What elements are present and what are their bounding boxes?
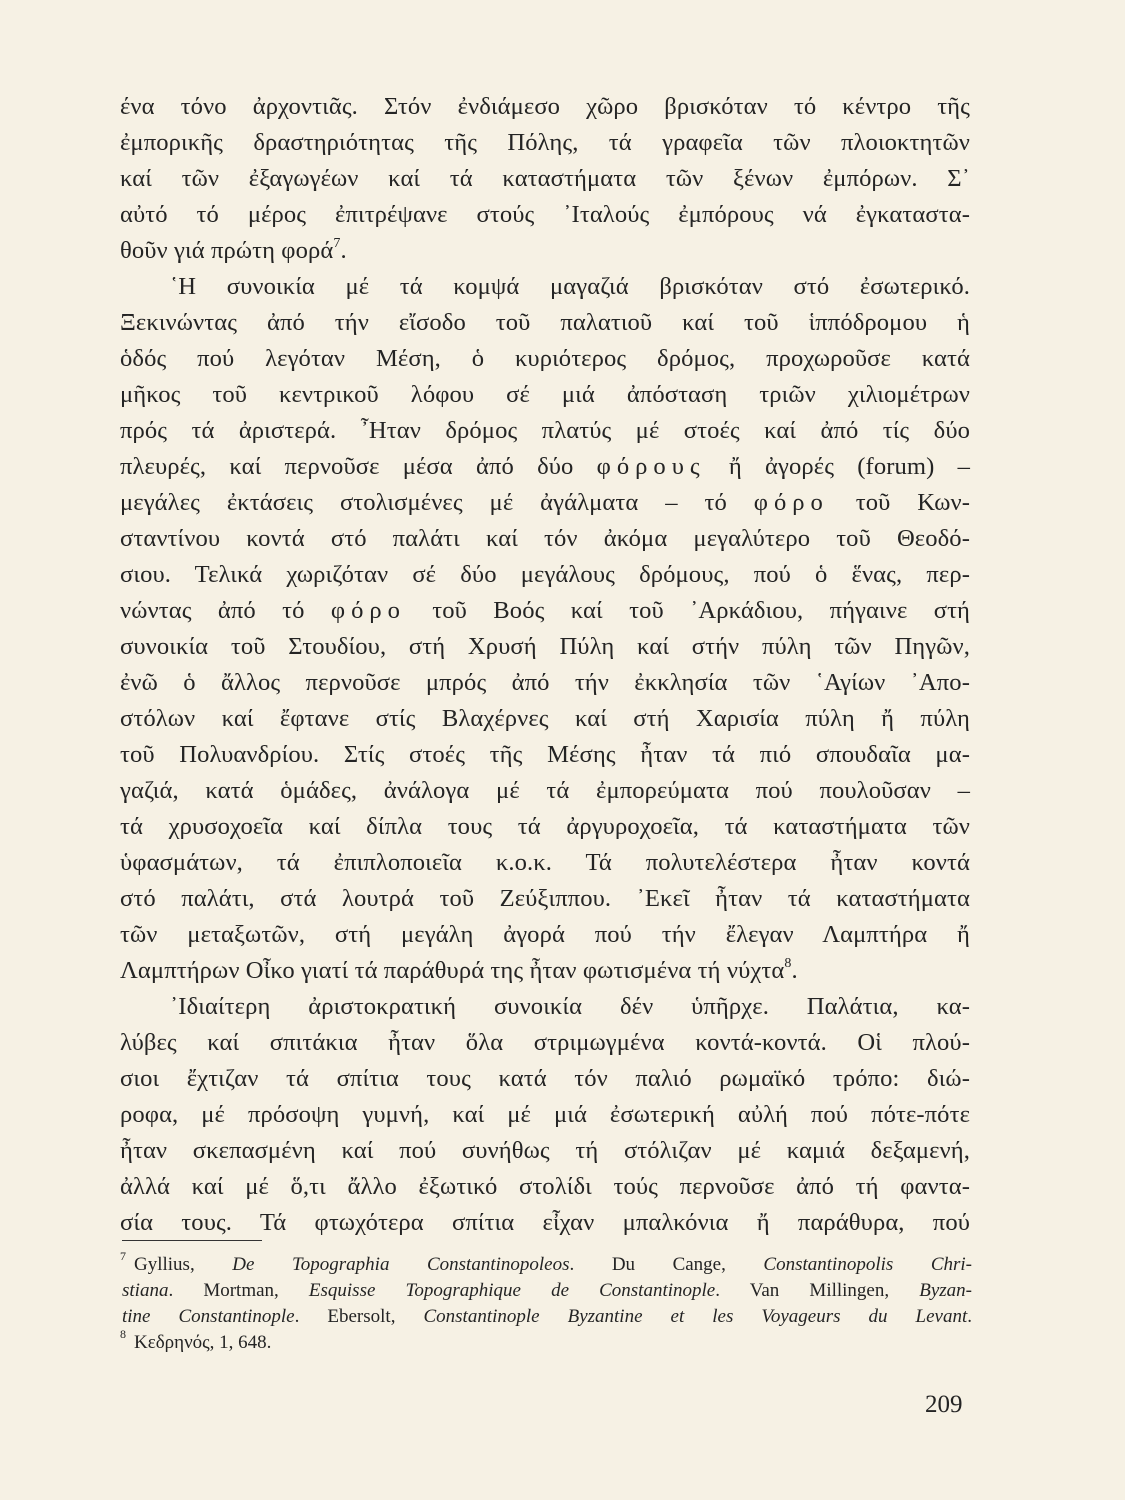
body-line: τῶν μεταξωτῶν, στή μεγάλη ἀγορά πού τήν ἔλεγαν Λαμπτήρα ἤ xyxy=(120,921,970,948)
body-line xyxy=(120,449,970,485)
body-line: συνοικία τοῦ Στουδίου, στή Χρυσή Πύλη καί στήν πύλη τῶν Πηγῶν, xyxy=(120,633,970,660)
spaced-word: φόρο xyxy=(330,597,406,624)
body-line-text: τοῦ Βοός καί τοῦ ᾽Αρκάδιου, πήγαινε στή xyxy=(432,597,971,624)
page-number: 209 xyxy=(925,1391,963,1418)
body-line: μῆκος τοῦ κεντρικοῦ λόφου σέ μιά ἀπόσταση τριῶν χιλιομέτρων xyxy=(120,381,970,408)
body-line-text: ἤ ἀγορές (forum) – xyxy=(728,453,971,480)
body-line: πρός τά ἀριστερά. ῏Ηταν δρόμος πλατύς μέ στοές καί ἀπό τίς δύο xyxy=(120,417,970,444)
body-line: τοῦ Πολυανδρίου. Στίς στοές τῆς Μέσης ἦταν τά πιό σπουδαῖα μα- xyxy=(120,741,970,768)
body-line: αὐτό τό μέρος ἐπιτρέψανε στούς ᾽Ιταλούς ἐμπόρους νά ἐγκαταστα- xyxy=(120,201,970,228)
body-line: ὑφασμάτων, τά ἐπιπλοποιεῖα κ.ο.κ. Τά πολυτελέστερα ἦταν κοντά xyxy=(120,849,970,876)
body-line: σία τους. Τά φτωχότερα σπίτια εἶχαν μπαλκόνια ἤ παράθυρα, πού xyxy=(120,1209,970,1236)
body-line: στόλων καί ἔφτανε στίς Βλαχέρνες καί στή Χαρισία πύλη ἤ πύλη xyxy=(120,705,970,732)
body-line: Ξεκινώντας ἀπό τήν εἴσοδο τοῦ παλατιοῦ καί τοῦ ἱππόδρομου ἡ xyxy=(120,309,970,336)
body-line: ὁδός πού λεγόταν Μέση, ὁ κυριότερος δρόμος, προχωροῦσε κατά xyxy=(120,345,970,372)
body-line: Λαμπτήρων Οἶκο γιατί τά παράθυρά της ἦταν φωτισμένα τή νύχτα$^8$. xyxy=(120,955,798,984)
body-line: ᾽Ιδιαίτερη ἀριστοκρατική συνοικία δέν ὑπῆρχε. Παλάτια, κα- xyxy=(170,993,970,1020)
body-line-text: θοῦν γιά πρώτη φορά xyxy=(120,237,334,264)
body-line: ῾Η συνοικία μέ τά κομψά μαγαζιά βρισκόταν στό ἐσωτερικό. xyxy=(170,273,970,300)
footnote-title: Constantinopolis Chri- xyxy=(763,1254,972,1275)
body-line: ἐνῶ ὁ ἄλλος περνοῦσε μπρός ἀπό τήν ἐκκλησία τῶν ῾Αγίων ᾽Απο- xyxy=(120,669,970,696)
footnote-text: Κεδρηνός, 1, 648. xyxy=(134,1332,272,1353)
body-line: τά χρυσοχοεῖα καί δίπλα τους τά ἀργυροχοεῖα, τά καταστήματα τῶν xyxy=(120,813,970,840)
footnote-ref: 7 xyxy=(333,235,341,251)
footnote-text: Gyllius, xyxy=(134,1254,233,1275)
body-line: σιοι ἔχτιζαν τά σπίτια τους κατά τόν παλιό ρωμαϊκό τρόπο: διώ- xyxy=(120,1065,970,1092)
footnote-8-line xyxy=(120,1326,972,1356)
body-line: γαζιά, κατά ὁμάδες, ἀνάλογα μέ τά ἐμπορεύματα πού πουλοῦσαν – xyxy=(120,777,970,804)
footnote-title: Byzan- xyxy=(919,1280,972,1301)
footnote-text: . Van Millingen, xyxy=(715,1280,920,1301)
body-line xyxy=(120,485,970,521)
footnote-title: stiana xyxy=(122,1280,169,1301)
body-line-text: πλευρές, καί περνοῦσε μέσα ἀπό δύο xyxy=(120,453,574,480)
body-line: ένα τόνο ἀρχοντιᾶς. Στόν ἐνδιάμεσο χῶρο βρισκόταν τό κέντρο τῆς xyxy=(120,93,970,120)
body-line: καί τῶν ἐξαγωγέων καί τά καταστήματα τῶν ξένων ἐμπόρων. Σ᾽ xyxy=(120,165,970,192)
footnote-text: . xyxy=(967,1306,972,1327)
footnote-title: Constantinople Byzantine et les Voyageurs du Levant xyxy=(423,1306,968,1327)
body-line: ἀλλά καί μέ ὅ,τι ἄλλο ἐξωτικό στολίδι τούς περνοῦσε ἀπό τή φαντα- xyxy=(120,1173,970,1200)
body-line-text: νώντας ἀπό τό xyxy=(120,597,305,624)
footnote-mark: 7 xyxy=(120,1248,126,1263)
body-line: λύβες καί σπιτάκια ἦταν ὅλα στριμωγμένα κοντά-κοντά. Οἱ πλού- xyxy=(120,1029,970,1056)
body-line: ροφα, μέ πρόσοψη γυμνή, καί μέ μιά ἐσωτερική αὐλή πού πότε-πότε xyxy=(120,1101,970,1128)
footnote-title: De Topographia Constantinopoleos xyxy=(232,1254,570,1275)
footnote-7-line xyxy=(120,1248,972,1278)
body-line-text: μεγάλες ἐκτάσεις στολισμένες μέ ἀγάλματα – τό xyxy=(120,489,727,516)
footnote-7-line xyxy=(122,1278,972,1304)
footnote-7-line xyxy=(122,1304,972,1330)
footnote-title: Esquisse Topographique de Constantinople xyxy=(308,1280,716,1301)
spaced-word: φόρο xyxy=(753,489,829,516)
footnote-ref: 8 xyxy=(784,955,792,971)
body-line-text: τοῦ Κων- xyxy=(855,489,971,516)
body-line: σταντίνου κοντά στό παλάτι καί τόν ἀκόμα μεγαλύτερο τοῦ Θεοδό- xyxy=(120,525,970,552)
footnote-title: tine Constantinople xyxy=(122,1306,295,1327)
footnote-mark: 8 xyxy=(120,1326,126,1341)
footnote-text: . Du Cange, xyxy=(569,1254,764,1275)
footnote-text: . Ebersolt, xyxy=(294,1306,424,1327)
body-line: θοῦν γιά πρώτη φορά$^7$. xyxy=(120,235,347,264)
body-line xyxy=(120,593,970,629)
body-line: ἦταν σκεπασμένη καί πού συνήθως τή στόλιζαν μέ καμιά δεξαμενή, xyxy=(120,1137,970,1164)
footnote-rule xyxy=(122,1240,262,1241)
body-line: ἐμπορικῆς δραστηριότητας τῆς Πόλης, τά γραφεῖα τῶν πλοιοκτητῶν xyxy=(120,129,970,156)
footnote-text: . Mortman, xyxy=(168,1280,309,1301)
body-line-text: Λαμπτήρων Οἶκο γιατί τά παράθυρά της ἦταν φωτισμένα τή νύχτα xyxy=(120,957,785,984)
spaced-word: φόρους xyxy=(596,453,706,480)
body-line: στό παλάτι, στά λουτρά τοῦ Ζεύξιππου. ᾽Εκεῖ ἦταν τά καταστήματα xyxy=(120,885,970,912)
body-line: σιου. Τελικά χωριζόταν σέ δύο μεγάλους δρόμους, πού ὁ ἕνας, περ- xyxy=(120,561,970,588)
